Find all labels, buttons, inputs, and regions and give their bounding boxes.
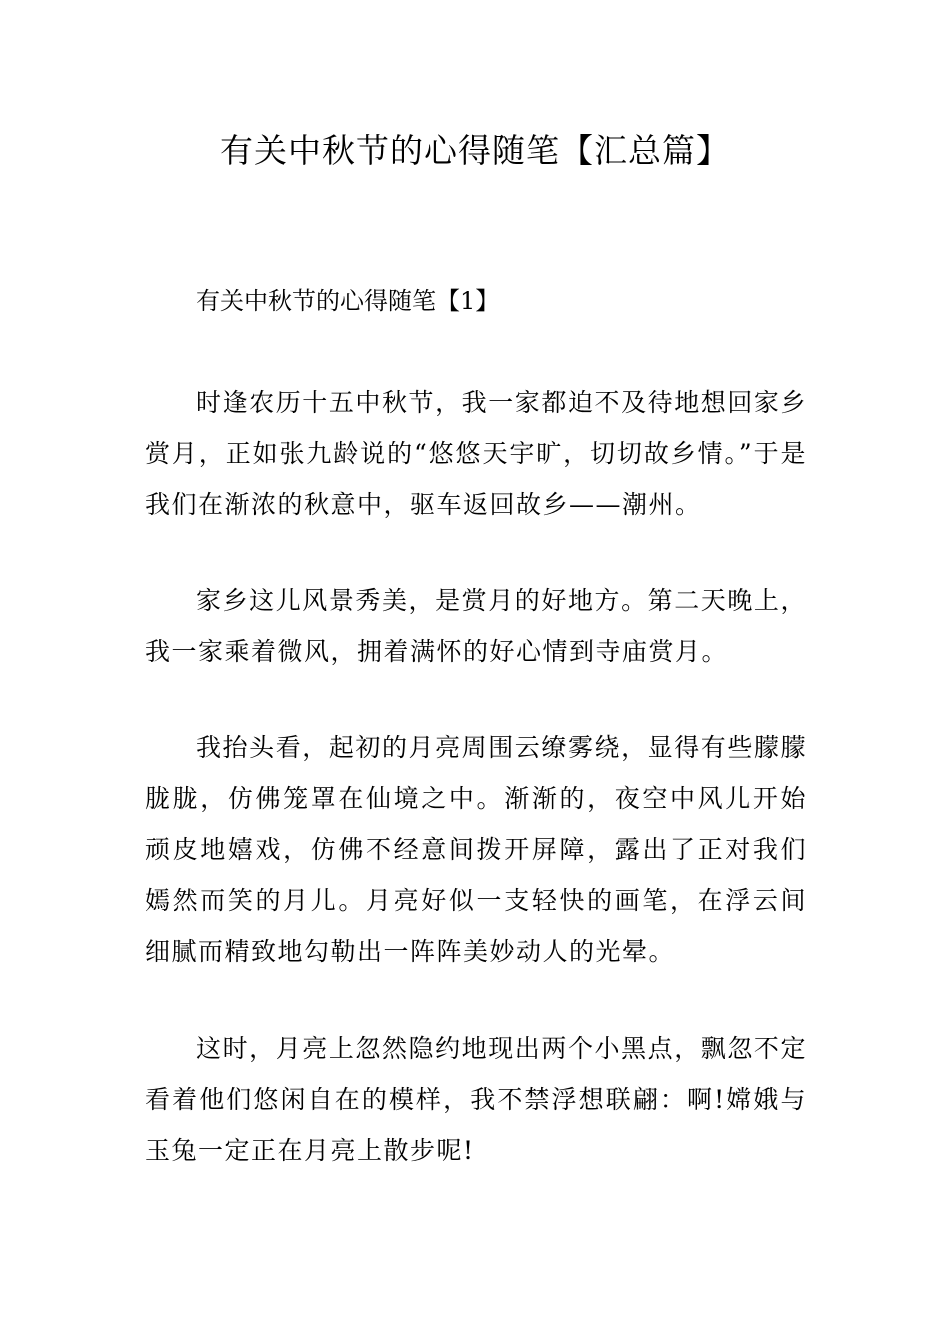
paragraph-1: 时逢农历十五中秋节，我一家都迫不及待地想回家乡赏月，正如张九龄说的“悠悠天宇旷，切切故乡情。”于是我们在渐浓的秋意中，驱车返回故乡——潮州。 bbox=[145, 388, 807, 519]
paragraph-3: 我抬头看，起初的月亮周围云缭雾绕，显得有些朦朦胧胧，仿佛笼罩在仙境之中。渐渐的，夜空中风儿开始顽皮地嬉戏，仿佛不经意间拨开屏障，露出了正对我们嫣然而笑的月儿。月亮好似一支轻快的画笔，在浮云间细腻而精致地勾勒出一阵阵美妙动人的光晕。 bbox=[145, 733, 807, 966]
document-title: 有关中秋节的心得随笔【汇总篇】 bbox=[220, 131, 730, 170]
paragraph-4: 这时，月亮上忽然隐约地现出两个小黑点，飘忽不定看着他们悠闲自在的模样，我不禁浮想联翩：啊!嫦娥与玉兔一定正在月亮上散步呢! bbox=[145, 1034, 807, 1165]
paragraph-2: 家乡这儿风景秀美，是赏月的好地方。第二天晚上，我一家乘着微风，拥着满怀的好心情到寺庙赏月。 bbox=[145, 586, 807, 666]
section-heading: 有关中秋节的心得随笔【1】 bbox=[196, 287, 500, 315]
